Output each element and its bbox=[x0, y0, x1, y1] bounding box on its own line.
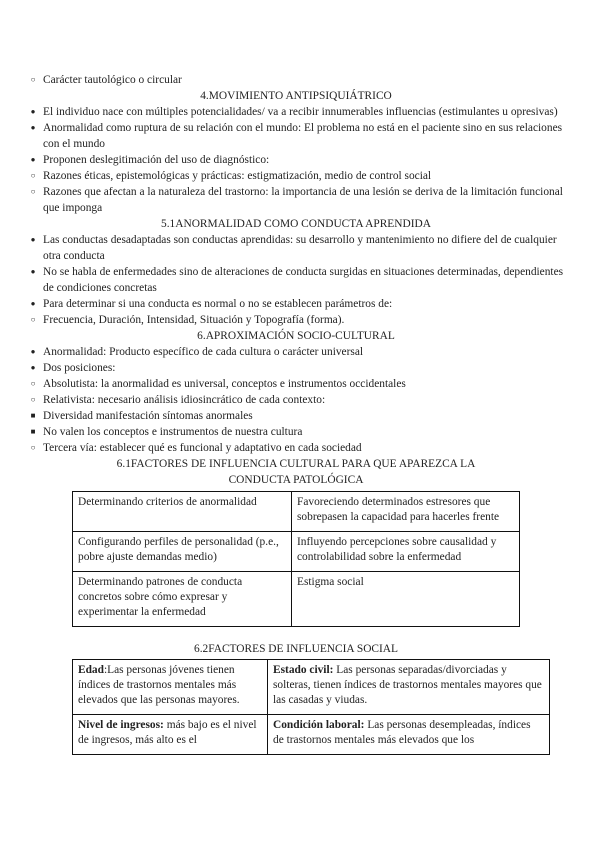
list-item bbox=[26, 312, 566, 328]
list-item bbox=[26, 168, 566, 184]
table-row bbox=[73, 572, 520, 627]
list-item bbox=[26, 408, 566, 424]
section-heading-socio-cultural: 6.APROXIMACIÓN SOCIO-CULTURAL bbox=[197, 330, 395, 342]
bullet-icon bbox=[27, 232, 39, 249]
circle-bullet-icon bbox=[27, 184, 39, 201]
table-cultural-factors bbox=[72, 491, 520, 627]
table-row bbox=[73, 532, 520, 572]
list-item-text: Diversidad manifestación síntomas anormales bbox=[43, 410, 253, 422]
list-item bbox=[26, 104, 566, 120]
list-item bbox=[26, 360, 566, 376]
list-item bbox=[26, 440, 566, 456]
circle-bullet-icon bbox=[27, 376, 39, 393]
list-item-text: Carácter tautológico o circular bbox=[43, 74, 182, 86]
list-item-text: Tercera vía: establecer qué es funcional y adaptativo en cada sociedad bbox=[43, 442, 362, 454]
bullet-icon bbox=[27, 120, 39, 137]
bullet-icon bbox=[27, 344, 39, 361]
bullet-icon bbox=[27, 360, 39, 377]
list-item bbox=[26, 264, 566, 296]
cell-text: :Las personas jóvenes tienen índices de trastornos mentales más elevados que las personas mayores. bbox=[78, 664, 240, 706]
circle-bullet-icon bbox=[27, 312, 39, 329]
table-cell: Determinando patrones de conducta concretos sobre cómo expresar y experimentar la enfermedad bbox=[73, 572, 292, 627]
circle-bullet-icon bbox=[27, 168, 39, 185]
cell-text: Las personas separadas/divorciadas y solteras, tienen índices de trastornos mentales mayores que las casadas y viudas. bbox=[273, 664, 542, 706]
table-cell: Influyendo percepciones sobre causalidad y controlabilidad sobre la enfermedad bbox=[292, 532, 520, 572]
list-item-text: Anormalidad como ruptura de su relación con el mundo: El problema no está en el paciente sino en sus relaciones con el mundo bbox=[43, 122, 563, 150]
list-item-text: Frecuencia, Duración, Intensidad, Situación y Topografía (forma). bbox=[43, 314, 345, 326]
table-row bbox=[73, 492, 520, 532]
table-cell bbox=[73, 660, 268, 715]
square-bullet-icon bbox=[27, 424, 39, 441]
document-content bbox=[26, 72, 566, 755]
list-item bbox=[26, 72, 566, 88]
square-bullet-icon bbox=[27, 408, 39, 425]
table-cultural-title: 6.1FACTORES DE INFLUENCIA CULTURAL PARA QUE APAREZCA LA CONDUCTA PATOLÓGICA bbox=[116, 458, 476, 486]
list-item bbox=[26, 184, 566, 216]
cell-label: Nivel de ingresos: bbox=[78, 719, 164, 731]
circle-bullet-icon bbox=[27, 392, 39, 409]
list-item bbox=[26, 424, 566, 440]
list-item bbox=[26, 120, 566, 152]
list-item-text: Anormalidad: Producto específico de cada cultura o carácter universal bbox=[43, 346, 364, 358]
bullet-icon bbox=[27, 296, 39, 313]
list-item-text: Proponen deslegitimación del uso de diagnóstico: bbox=[43, 154, 270, 166]
table-cell bbox=[268, 660, 550, 715]
table-cell bbox=[73, 715, 268, 755]
list-item-text: No se habla de enfermedades sino de alteraciones de conducta surgidas en situaciones determinadas, dependientes de condiciones concretas bbox=[43, 266, 564, 294]
table-cell: Configurando perfiles de personalidad (p.e., pobre ajuste demandas medio) bbox=[73, 532, 292, 572]
list-item bbox=[26, 232, 566, 264]
section-heading-antipsiquiatrico: 4.MOVIMIENTO ANTIPSIQUIÁTRICO bbox=[200, 90, 392, 102]
circle-bullet-icon bbox=[27, 72, 39, 89]
table-cell bbox=[268, 715, 550, 755]
cell-text: más bajo es el nivel de ingresos, más alto es el bbox=[78, 719, 257, 746]
table-cell: Determinando criterios de anormalidad bbox=[73, 492, 292, 532]
cell-label: Condición laboral: bbox=[273, 719, 365, 731]
list-item bbox=[26, 344, 566, 360]
circle-bullet-icon bbox=[27, 440, 39, 457]
cell-label: Estado civil: bbox=[273, 664, 334, 676]
list-item bbox=[26, 296, 566, 312]
table-row bbox=[73, 715, 550, 755]
bullet-icon bbox=[27, 152, 39, 169]
bullet-icon bbox=[27, 104, 39, 121]
list-item-text: Para determinar si una conducta es normal o no se establecen parámetros de: bbox=[43, 298, 393, 310]
bullet-icon bbox=[27, 264, 39, 281]
table-cell: Favoreciendo determinados estresores que sobrepasen la capacidad para hacerles frente bbox=[292, 492, 520, 532]
table-cell: Estigma social bbox=[292, 572, 520, 627]
list-item-text: Relativista: necesario análisis idiosincrático de cada contexto: bbox=[43, 394, 326, 406]
list-item bbox=[26, 152, 566, 168]
table-social-factors bbox=[72, 659, 550, 755]
list-item-text: Razones que afectan a la naturaleza del trastorno: la importancia de una lesión se deriva de la limitación funcional que imponga bbox=[43, 186, 563, 214]
list-item-text: Dos posiciones: bbox=[43, 362, 116, 374]
table-social-title: 6.2FACTORES DE INFLUENCIA SOCIAL bbox=[194, 643, 398, 655]
list-item-text: El individuo nace con múltiples potencialidades/ va a recibir innumerables influencias (estimulantes u opresivas) bbox=[43, 106, 558, 118]
list-item bbox=[26, 376, 566, 392]
table-row bbox=[73, 660, 550, 715]
list-item bbox=[26, 392, 566, 408]
cell-text: Las personas desempleadas, índices de trastornos mentales más elevados que los bbox=[273, 719, 531, 746]
list-item-text: Razones éticas, epistemológicas y prácticas: estigmatización, medio de control social bbox=[43, 170, 432, 182]
list-item-text: Las conductas desadaptadas son conductas aprendidas: su desarrollo y mantenimiento no difiere del de cualquier otra conducta bbox=[43, 234, 557, 262]
list-item-text: No valen los conceptos e instrumentos de nuestra cultura bbox=[43, 426, 303, 438]
section-heading-conducta-aprendida: 5.1ANORMALIDAD COMO CONDUCTA APRENDIDA bbox=[161, 218, 431, 230]
cell-label: Edad bbox=[78, 664, 104, 676]
list-item-text: Absolutista: la anormalidad es universal, conceptos e instrumentos occidentales bbox=[43, 378, 406, 390]
